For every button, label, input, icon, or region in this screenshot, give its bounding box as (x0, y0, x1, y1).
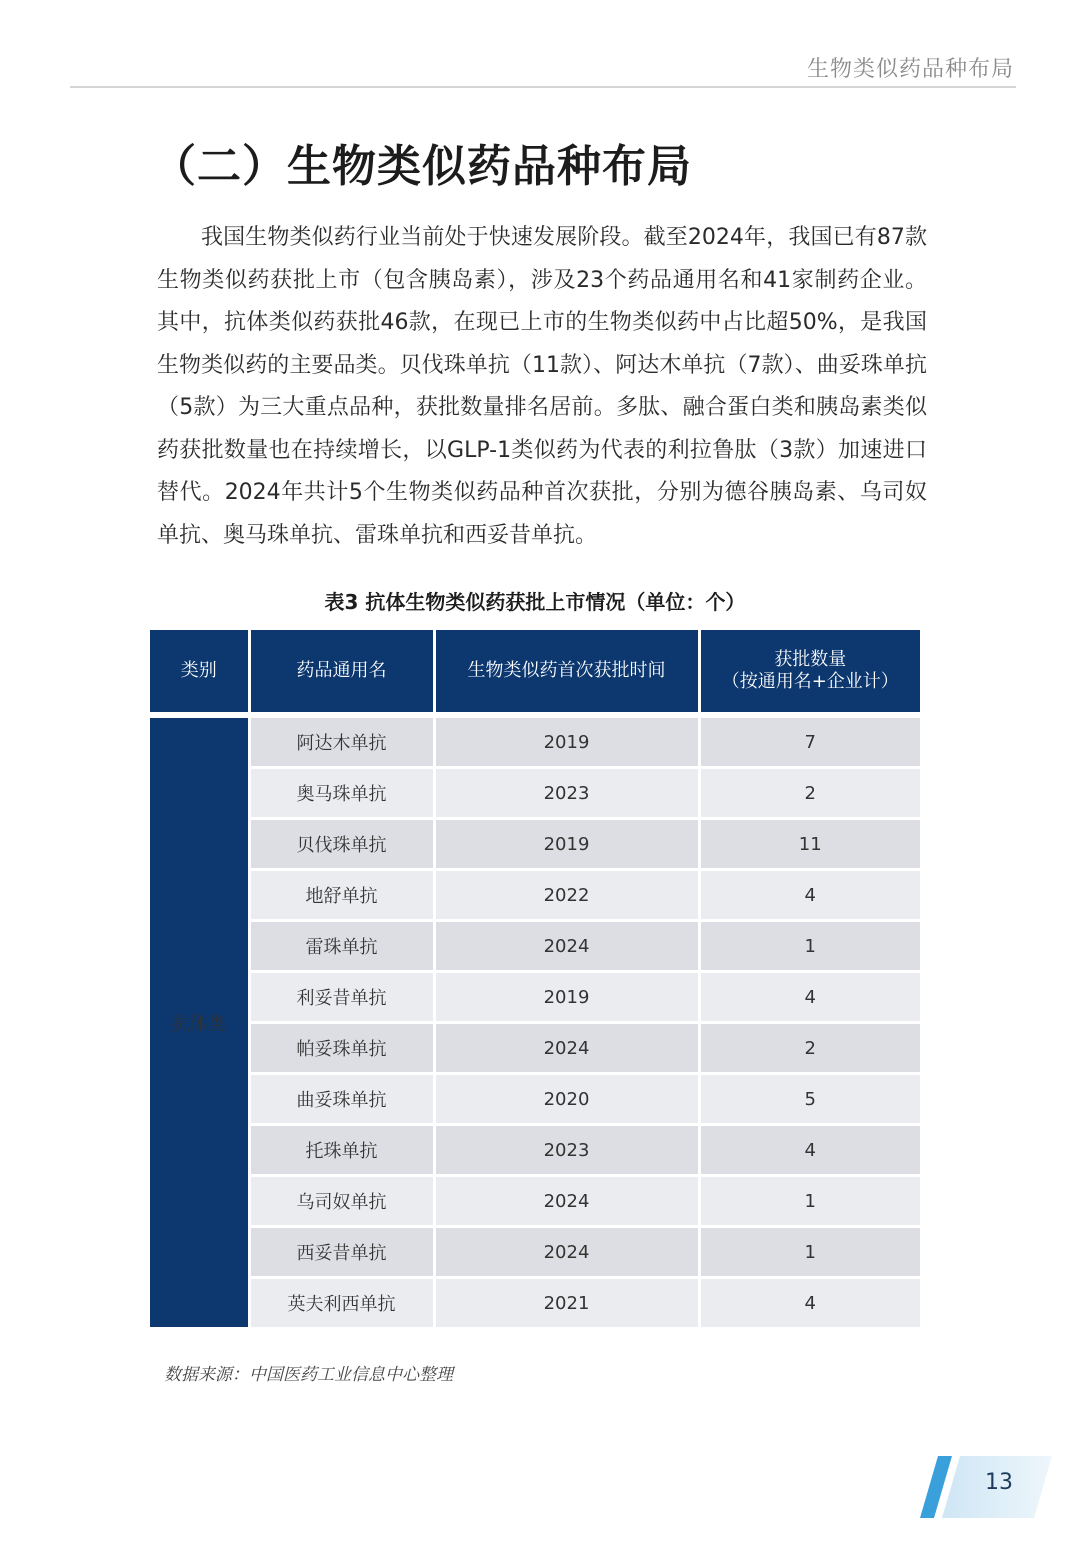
drug-name-cell: 利妥昔单抗 (249, 972, 434, 1023)
table-caption: 表3 抗体生物类似药获批上市情况（单位：个） (324, 590, 746, 614)
approval-count-cell: 7 (699, 715, 920, 768)
drug-name-cell: 曲妥珠单抗 (249, 1074, 434, 1125)
running-header-title: 生物类似药品种布局 (806, 57, 1014, 82)
table-body (150, 715, 920, 1329)
approval-year-cell: 2019 (434, 972, 699, 1023)
body-paragraph: 我国生物类似药行业当前处于快速发展阶段。截至2024年，我国已有87款生物类似药获批上市（包含胰岛素），涉及23个药品通用名和41家制药企业。其中，抗体类似药获批46款，在现已上市的生物类似药中占比超50%，是我国生物类似药的主要品类。贝伐珠单抗（11款）、阿达木单抗（7款）、曲妥珠单抗（5款）为三大重点品种，获批数量排名居前。多肽、融合蛋白类和胰岛素类似药获批数量也在持续增长，以GLP-1类似药为代表的利拉鲁肽（3款）加速进口替代。2024年共计5个生物类似药品种首次获批，分别为德谷胰岛素、乌司奴单抗、奥马珠单抗、雷珠单抗和西妥昔单抗。 (157, 225, 927, 548)
approval-count-cell: 2 (699, 768, 920, 819)
table-row (150, 1176, 920, 1227)
approval-count-cell: 5 (699, 1074, 920, 1125)
section-title: （二）生物类似药品种布局 (152, 141, 692, 192)
table-row (150, 1023, 920, 1074)
drug-name-cell: 乌司奴单抗 (249, 1176, 434, 1227)
approval-year-cell: 2024 (434, 1176, 699, 1227)
table-row (150, 1227, 920, 1278)
approval-count-cell: 4 (699, 1278, 920, 1329)
approval-count-cell: 1 (699, 1176, 920, 1227)
drug-name-cell: 雷珠单抗 (249, 921, 434, 972)
drug-name-cell: 贝伐珠单抗 (249, 819, 434, 870)
header-count-line1: 获批数量 (774, 649, 847, 670)
approval-year-cell: 2023 (434, 768, 699, 819)
approval-count-cell: 4 (699, 870, 920, 921)
table-header-row (150, 630, 920, 715)
source-note: 数据来源：中国医药工业信息中心整理 (164, 1365, 453, 1385)
drug-name-cell: 地舒单抗 (249, 870, 434, 921)
approval-year-cell: 2020 (434, 1074, 699, 1125)
approval-table (150, 630, 920, 1330)
drug-name-cell: 奥马珠单抗 (249, 768, 434, 819)
table-row (150, 715, 920, 768)
table-row (150, 768, 920, 819)
approval-count-cell: 1 (699, 1227, 920, 1278)
drug-name-cell: 西妥昔单抗 (249, 1227, 434, 1278)
header-category: 类别 (150, 630, 249, 715)
approval-count-cell: 4 (699, 1125, 920, 1176)
approval-year-cell: 2021 (434, 1278, 699, 1329)
approval-count-cell: 11 (699, 819, 920, 870)
approval-count-cell: 2 (699, 1023, 920, 1074)
approval-year-cell: 2024 (434, 921, 699, 972)
table-row (150, 1074, 920, 1125)
header-first-approval: 生物类似药首次获批时间 (434, 630, 699, 715)
category-cell: 抗体类 (150, 715, 249, 1329)
table-row (150, 921, 920, 972)
approval-count-cell: 1 (699, 921, 920, 972)
table-row (150, 1125, 920, 1176)
drug-name-cell: 帕妥珠单抗 (249, 1023, 434, 1074)
header-generic-name: 药品通用名 (249, 630, 434, 715)
approval-year-cell: 2019 (434, 715, 699, 768)
drug-name-cell: 阿达木单抗 (249, 715, 434, 768)
table-row (150, 972, 920, 1023)
approval-year-cell: 2023 (434, 1125, 699, 1176)
header-divider (70, 86, 1016, 88)
approval-year-cell: 2024 (434, 1227, 699, 1278)
header-approval-count (699, 630, 920, 715)
header-count-line2: （按通用名+企业计） (721, 671, 899, 692)
approval-year-cell: 2024 (434, 1023, 699, 1074)
approval-year-cell: 2022 (434, 870, 699, 921)
approval-year-cell: 2019 (434, 819, 699, 870)
drug-name-cell: 英夫利西单抗 (249, 1278, 434, 1329)
table-row (150, 819, 920, 870)
approval-count-cell: 4 (699, 972, 920, 1023)
table-row (150, 870, 920, 921)
page-number: 13 (985, 1470, 1013, 1495)
drug-name-cell: 托珠单抗 (249, 1125, 434, 1176)
table-row (150, 1278, 920, 1329)
